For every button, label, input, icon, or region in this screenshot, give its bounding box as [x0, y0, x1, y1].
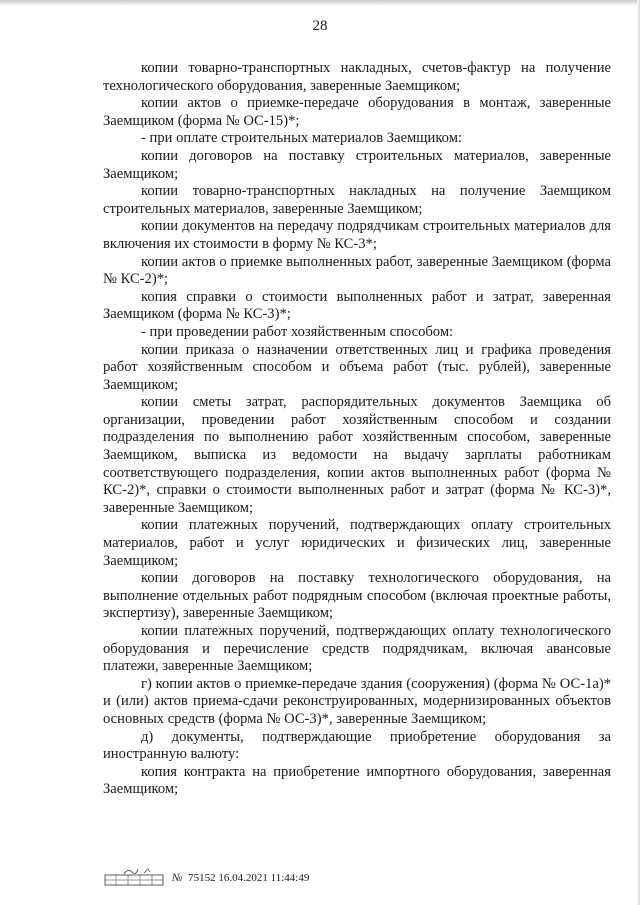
- document-body: [103, 60, 611, 799]
- registration-stamp-icon: [104, 866, 164, 886]
- paragraph: копии сметы затрат, распорядительных документов Заемщика об организации, проведении работ хозяйственным способом и создании подразделения по выполнению работ хозяйственным способом, заверенные Заемщиком, выписка из ведомости на выдачу зарплаты работникам соответствующего подразделения, копии актов выполненных работ (форма № КС-2)*, справки о стоимости выполненных работ и затрат (форма № КС-3)*, заверенные Заемщиком;: [103, 394, 611, 516]
- paragraph: копии платежных поручений, подтверждающих оплату технологического оборудования и перечисление средств подрядчикам, включая авансовые платежи, заверенные Заемщиком;: [103, 623, 611, 675]
- paragraph: копии актов о приемке-передаче оборудования в монтаж, заверенные Заемщиком (форма № ОС-15)*;: [103, 95, 611, 129]
- paragraph: копии договоров на поставку технологического оборудования, на выполнение отдельных работ подрядным способом (включая проектные работы, экспертизу), заверенные Заемщиком;: [103, 570, 611, 622]
- paragraph: - при оплате строительных материалов Заемщиком:: [141, 130, 462, 147]
- paragraph: г) копии актов о приемке-передаче здания (сооружения) (форма № ОС-1а)* и (или) актов приема-сдачи реконструированных, модернизированных объектов основных средств (форма № ОС-3)*, заверенные Заемщиком;: [103, 675, 611, 727]
- document-footer: [104, 862, 309, 886]
- paragraph: копии актов о приемке выполненных работ, заверенные Заемщиком (форма № КС-2)*;: [103, 253, 611, 288]
- paragraph: копии приказа о назначении ответственных лиц и графика проведения работ хозяйственным способом и объема работ (тыс. рублей), заверенные Заемщиком;: [103, 341, 611, 393]
- paragraph: - при проведении работ хозяйственным способом:: [141, 323, 454, 340]
- paragraph: копия контракта на приобретение импортного оборудования, заверенная Заемщиком;: [103, 763, 611, 798]
- footer-doc-number: 75152: [188, 872, 216, 884]
- paragraph: копия справки о стоимости выполненных работ и затрат, заверенная Заемщиком (форма № КС-3)*;: [103, 288, 611, 323]
- paragraph: копии договоров на поставку строительных материалов, заверенные Заемщиком;: [103, 147, 611, 182]
- paragraph: копии документов на передачу подрядчикам строительных материалов для включения их стоимости в форму № КС-3*;: [103, 218, 611, 252]
- footer-datetime: 16.04.2021 11:44:49: [218, 872, 310, 884]
- page-number: 28: [312, 18, 328, 34]
- paragraph: копии товарно-транспортных накладных на получение Заемщиком строительных материалов, заверенные Заемщиком;: [103, 183, 611, 217]
- paragraph: копии платежных поручений, подтверждающих оплату строительных материалов, работ и услуг юридических и физических лиц, заверенные Заемщиком;: [103, 517, 611, 569]
- paragraph: копии товарно-транспортных накладных, счетов-фактур на получение технологического оборудования, заверенные Заемщиком;: [103, 60, 611, 94]
- footer-registration-text: [172, 872, 309, 886]
- paragraph: д) документы, подтверждающие приобретение оборудования за иностранную валюту:: [103, 728, 611, 763]
- footer-number-mark: №: [172, 872, 183, 884]
- scan-top-edge: [0, 0, 640, 6]
